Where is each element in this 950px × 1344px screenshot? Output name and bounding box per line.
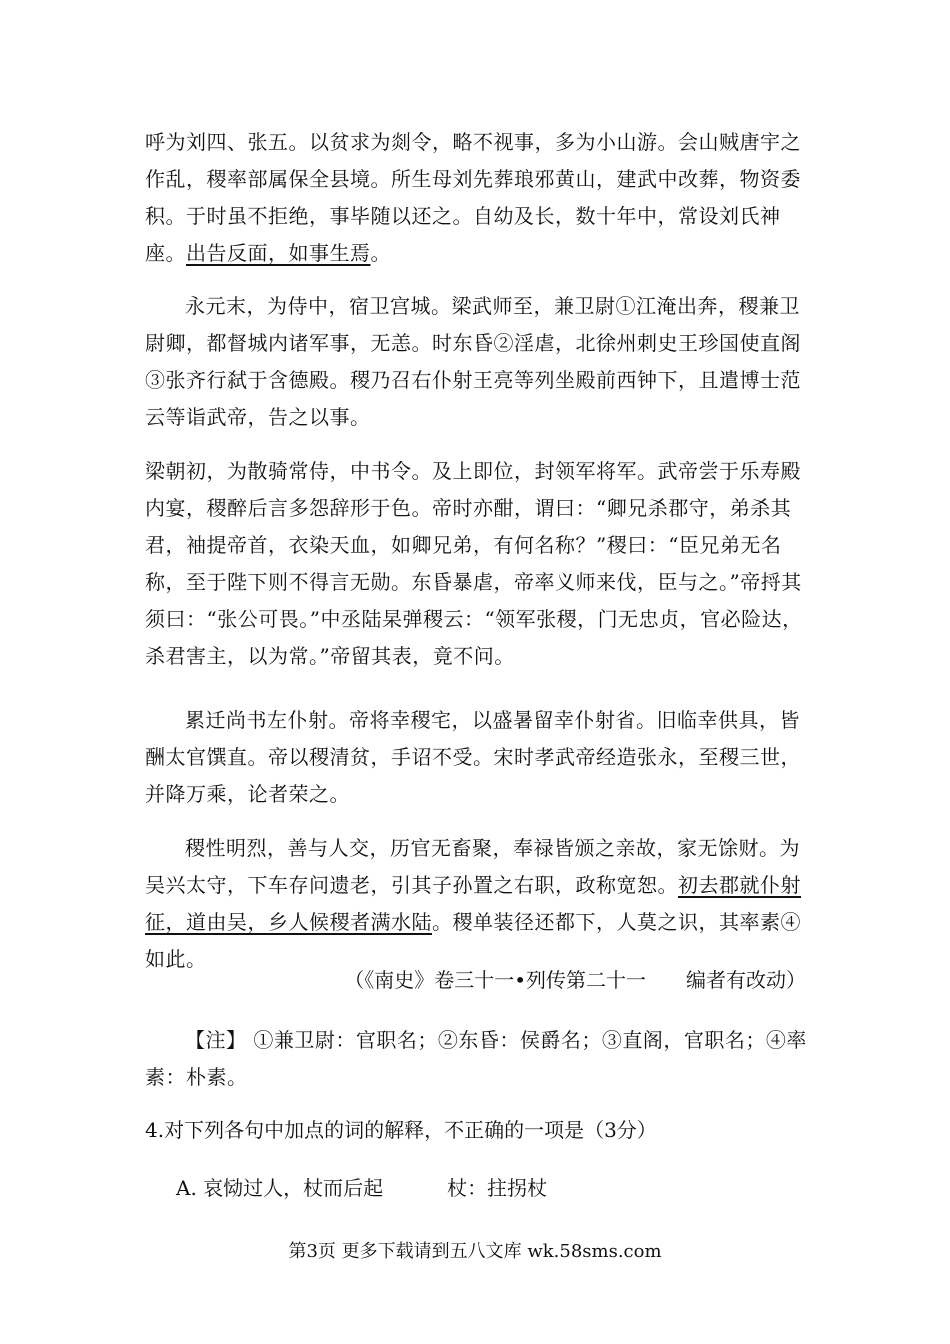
question-stem: 4.对下列各句中加点的词的解释，不正确的一项是（3分） <box>145 1118 657 1142</box>
p1-underlined-sentence: 出告反面，如事生焉 <box>186 241 371 265</box>
p5-underlined-sentence: 初去郡就仆射征，道由吴，乡人候稷者满水陆 <box>145 873 801 934</box>
passage-paragraph-3: 梁朝初，为散骑常侍，中书令。及上即位，封领军将军。武帝尝于乐寿殿内宴，稷醉后言多怨辞形于色。帝时亦酣，谓曰：“卿兄杀郡守，弟杀其君，袖提帝首，衣染天血，如卿兄弟，有何名称？”稷曰：“臣兄弟无名称，至于陛下则不得言无勋。东昏暴虐，帝率义师来伐，臣与之。”帝捋其须曰：“张公可畏。”中丞陆杲弹稷云：“领军张稷，门无忠贞，官必险达，杀君害主，以为常。”帝留其表，竟不问。 <box>145 459 803 668</box>
option-a-sentence: 哀恸过人，杖而后起 <box>203 1176 384 1200</box>
passage-paragraph-5 <box>145 830 809 978</box>
p5-text-before: 稷性明烈，善与人交，历官无畜聚，奉禄皆颁之亲故，家无馀财。为吴兴太守，下车存问遗老，引其子孙置之右职，政称宽恕。 <box>145 836 800 897</box>
passage-paragraph-1 <box>145 124 809 272</box>
source-citation: （《南史》卷三十一•列传第二十一 编者有改动） <box>344 968 806 992</box>
p1-text-after: 。 <box>370 241 391 265</box>
p5-text-after: 。稷单装径还都下，人莫之识，其率素④如此。 <box>145 910 801 971</box>
option-a <box>176 1170 547 1207</box>
annotation-note: 【注】 ①兼卫尉：官职名；②东昏：侯爵名；③直阁，官职名；④率素：朴素。 <box>145 1028 807 1089</box>
page-footer: 第3页 更多下载请到五八文库 wk.58sms.com <box>288 1241 662 1262</box>
passage-paragraph-4: 累迁尚书左仆射。帝将幸稷宅，以盛暑留幸仆射省。旧临幸供具，皆酬太官馔直。帝以稷清贫，手诏不受。宋时孝武帝经造张永，至稷三世，并降万乘，论者荣之。 <box>145 708 801 806</box>
p1-text-before: 呼为刘四、张五。以贫求为剡令，略不视事，多为小山游。会山贼唐宇之作乱，稷率部属保全县境。所生母刘先葬琅邪黄山，建武中改葬，物资委积。于时虽不拒绝，事毕随以还之。自幼及长，数十年中，常设刘氏神座。 <box>145 130 801 265</box>
option-a-label: A. <box>176 1176 197 1200</box>
passage-paragraph-2: 永元末，为侍中，宿卫宫城。梁武师至，兼卫尉①江淹出奔，稷兼卫尉卿，都督城内诸军事，无恙。时东昏②淫虐，北徐州刺史王珍国使直阁③张齐行弑于含德殿。稷乃召右仆射王亮等列坐殿前西钟下，且遣博士范云等诣武帝，告之以事。 <box>145 294 801 429</box>
option-a-gloss: 杖：拄拐杖 <box>447 1176 548 1200</box>
